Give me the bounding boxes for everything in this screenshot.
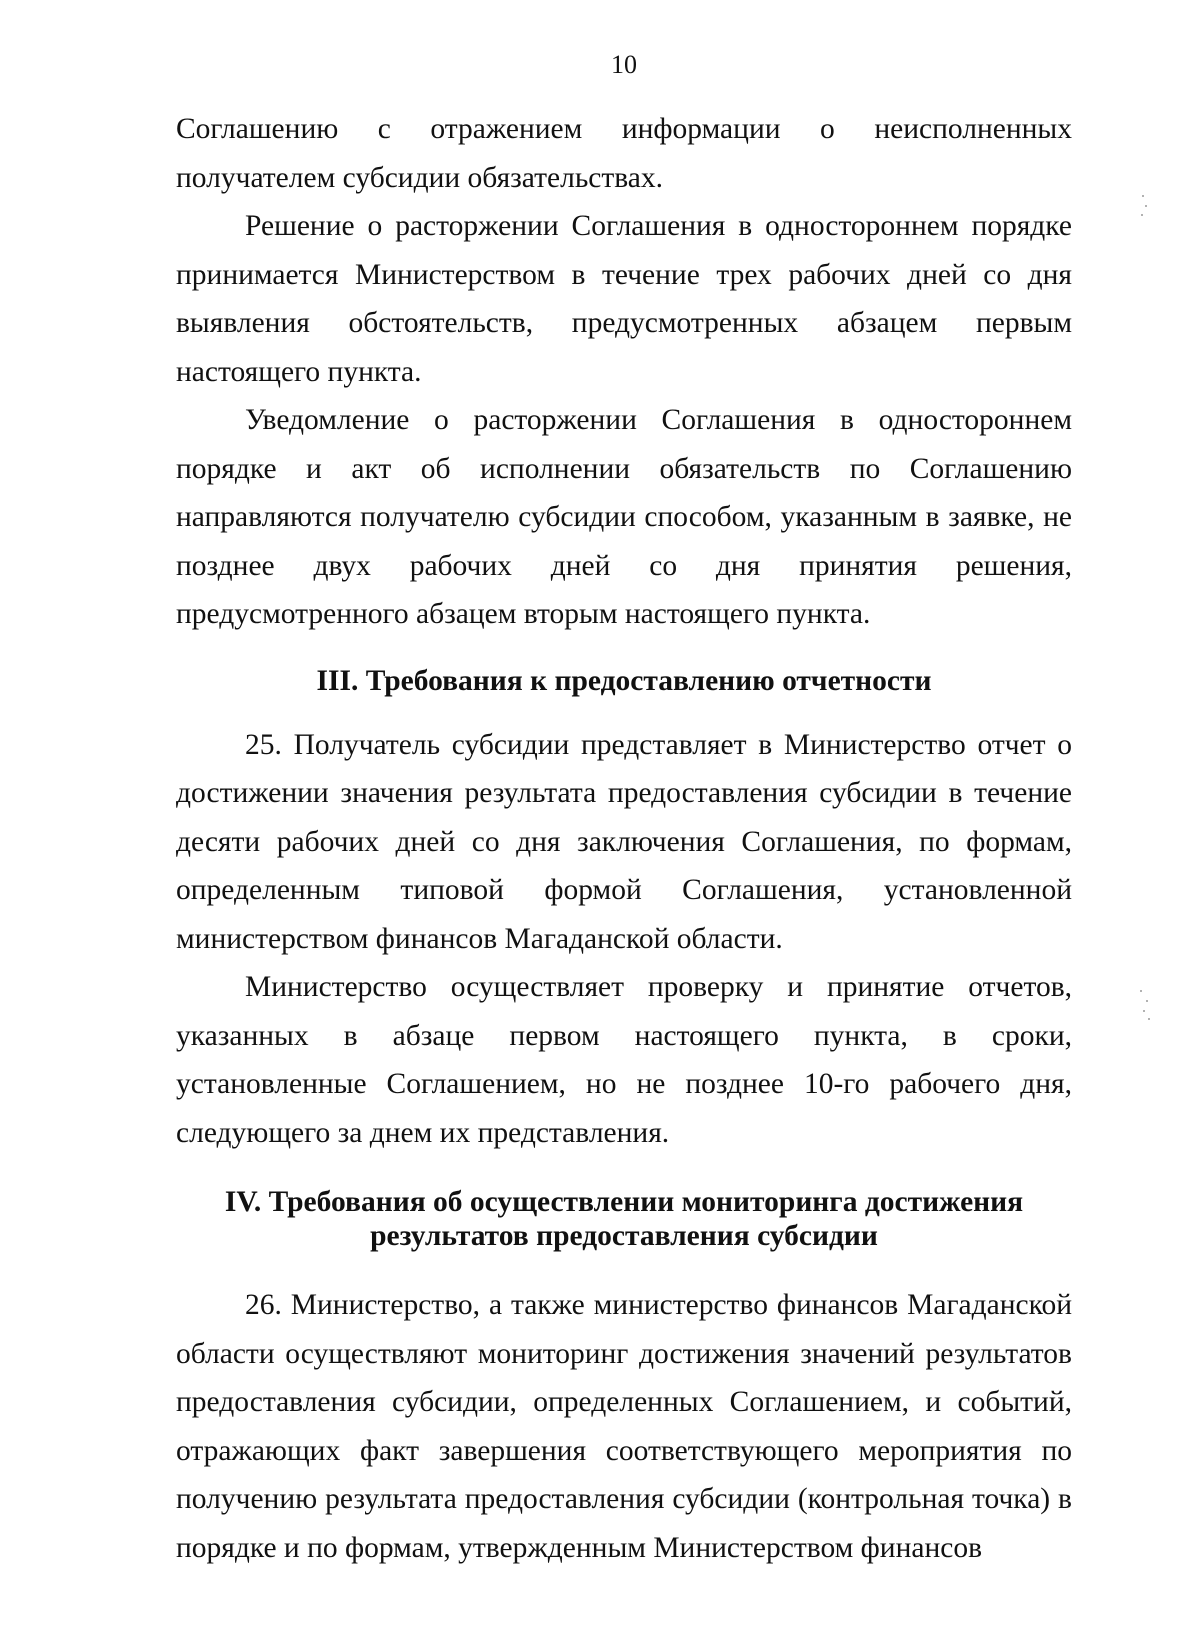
page-number: 10 (611, 50, 637, 79)
section-heading-monitoring-line-1: IV. Требования об осуществлении мониторинга достижения (224, 1186, 1024, 1218)
paragraph-item-25: 25. Получатель субсидии представляет в Министерство отчет о достижении значения результата предоставления субсидии в течение десяти рабочих дней со дня заключения Соглашения, по формам, определенным типовой формой Соглашения, установленной министерством финансов Магаданской области. (176, 728, 1072, 955)
section-heading-monitoring (176, 1157, 1072, 1281)
paragraph-termination-notice: Уведомление о расторжении Соглашения в одностороннем порядке и акт об исполнении обязательств по Соглашению направляются получателю субсидии способом, указанным в заявке, не позднее двух рабочих дней со дня принятия решения, предусмотренного абзацем вторым настоящего пункта. (176, 404, 1072, 630)
section-heading-monitoring-line-2: результатов предоставления субсидии (370, 1220, 878, 1252)
scan-speck (1140, 990, 1142, 992)
document-body (176, 105, 1072, 1572)
scan-speck (1142, 195, 1144, 197)
paragraph-termination-decision: Решение о расторжении Соглашения в одностороннем порядке принимается Министерством в течение трех рабочих дней со дня выявления обстоятельств, предусмотренных абзацем первым настоящего пункта. (176, 210, 1072, 388)
scan-speck (1145, 205, 1147, 207)
scan-speck (1148, 1018, 1150, 1020)
paragraph-report-verification: Министерство осуществляет проверку и принятие отчетов, указанных в абзаце первом настоящего пункта, в сроки, установленные Соглашением, но не позднее 10-го рабочего дня, следующего за днем их представления. (176, 971, 1072, 1149)
section-heading-reporting: III. Требования к предоставлению отчетности (316, 664, 932, 697)
paragraph-continuation: Соглашению с отражением информации о неисполненных получателем субсидии обязательствах. (176, 113, 1072, 194)
scan-speck (1141, 214, 1143, 216)
scan-speck (1146, 1000, 1148, 1002)
paragraph-item-26: 26. Министерство, а также министерство финансов Магаданской области осуществляют мониторинг достижения значений результатов предоставления субсидии, определенных Соглашением, и событий, отражающих факт завершения соответствующего мероприятия по получению результата предоставления субсидии (контрольная точка) в порядке и по формам, утвержденным Министерством финансов (176, 1289, 1072, 1564)
scan-speck (1143, 1010, 1145, 1012)
